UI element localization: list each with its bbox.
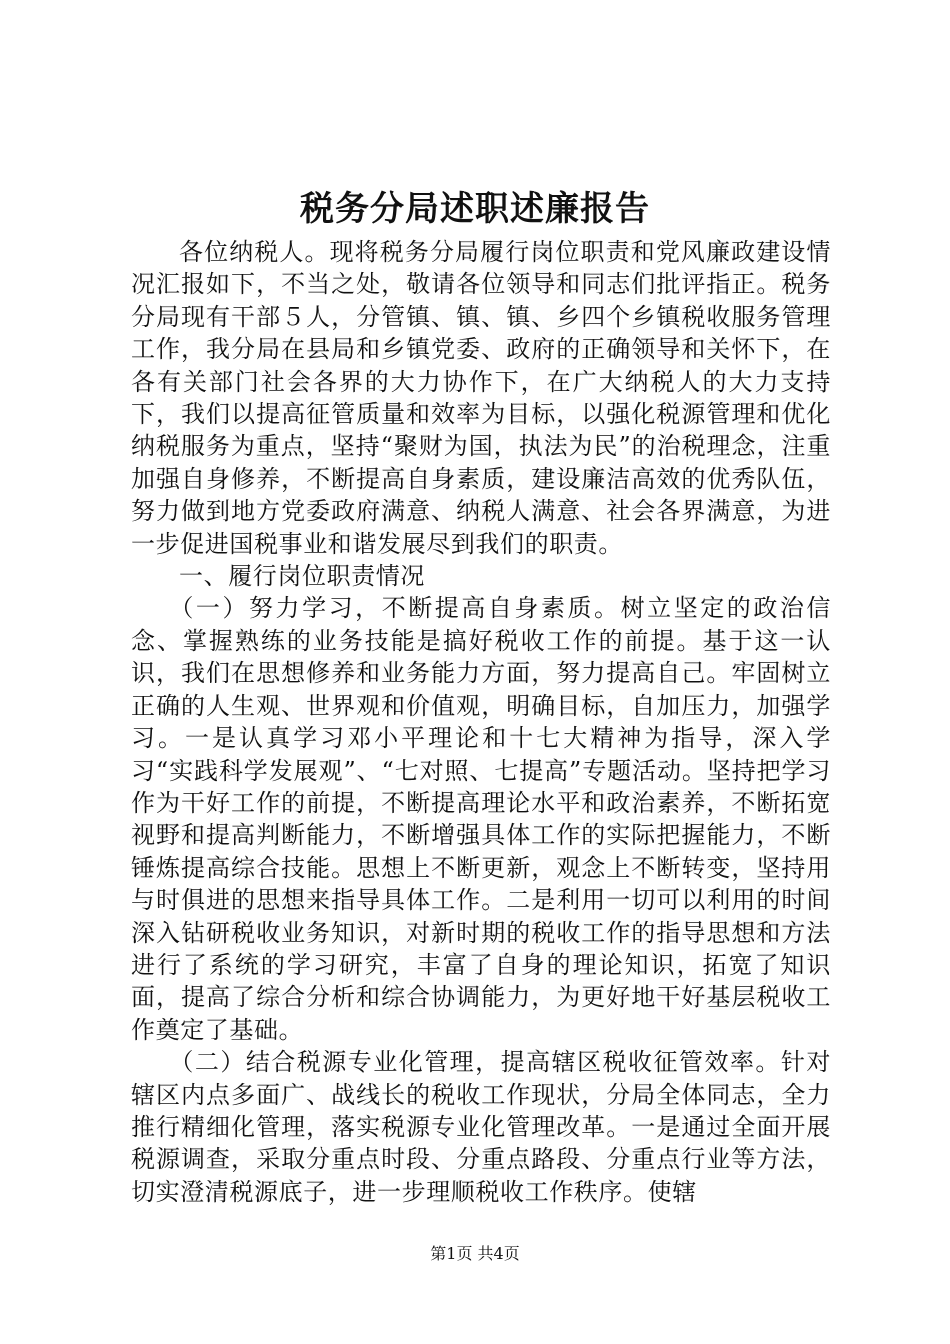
paragraph-subsection-1: （一）努力学习，不断提高自身素质。树立坚定的政治信念、掌握熟练的业务技能是搞好税收工作的前提。基于这一认识，我们在思想修养和业务能力方面，努力提高自己。牢固树立正确的人生观、世界观和价值观，明确目标，自加压力，加强学习。一是认真学习邓小平理论和十七大精神为指导，深入学习“实践科学发展观”、“七对照、七提高”专题活动。坚持把学习作为干好工作的前提，不断提高理论水平和政治素养，不断拓宽视野和提高判断能力，不断增强具体工作的实际把握能力，不断锤炼提高综合技能。思想上不断更新，观念上不断转变，坚持用与时俱进的思想来指导具体工作。二是利用一切可以利用的时间深入钻研税收业务知识，对新时期的税收工作的指导思想和方法进行了系统的学习研究，丰富了自身的理论知识，拓宽了知识面，提高了综合分析和综合协调能力，为更好地干好基层税收工作奠定了基础。	[131, 594, 831, 1044]
page-footer: 第1页 共4页	[430, 1244, 520, 1263]
paragraph-subsection-2: （二）结合税源专业化管理，提高辖区税收征管效率。针对辖区内点多面广、战线长的税收工作现状，分局全体同志，全力推行精细化管理，落实税源专业化管理改革。一是通过全面开展税源调查，采取分重点时段、分重点路段、分重点行业等方法，切实澄清税源底子，进一步理顺税收工作秩序。使辖	[131, 1048, 831, 1206]
paragraph-intro: 各位纳税人。现将税务分局履行岗位职责和党风廉政建设情况汇报如下，不当之处，敬请各位领导和同志们批评指正。税务分局现有干部５人，分管镇、镇、镇、乡四个乡镇税收服务管理工作，我分局在县局和乡镇党委、政府的正确领导和关怀下，在各有关部门社会各界的大力协作下，在广大纳税人的大力支持下，我们以提高征管质量和效率为目标，以强化税源管理和优化纳税服务为重点，坚持“聚财为国，执法为民”的治税理念，注重加强自身修养，不断提高自身素质，建设廉洁高效的优秀队伍，努力做到地方党委政府满意、纳税人满意、社会各界满意，为进一步促进国税事业和谐发展尽到我们的职责。	[131, 238, 831, 558]
document-title: 税务分局述职述廉报告	[300, 189, 650, 229]
document-body	[131, 236, 831, 1208]
section-heading-1: 一、履行岗位职责情况	[179, 562, 425, 591]
